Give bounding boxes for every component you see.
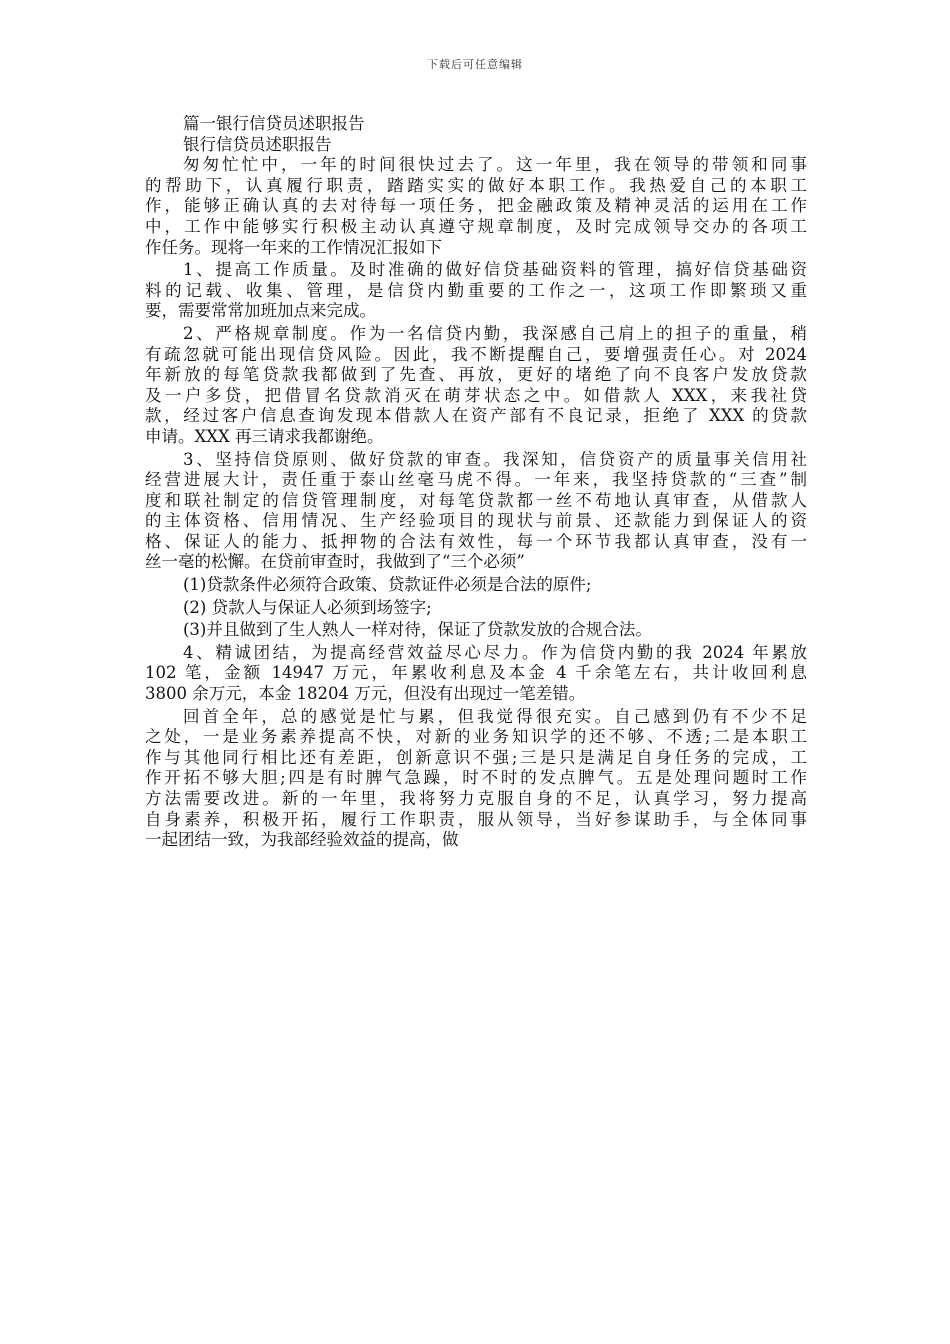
paragraph-line: 丝一毫的松懈。在贷前审查时，我做到了“三个必须” xyxy=(145,552,525,572)
paragraph-line: 的帮助下，认真履行职责，踏踏实实的做好本职工作。我热爱自己的本职工 xyxy=(145,175,807,195)
paragraph-line: 料的记载、收集、管理，是信贷内勤重要的工作之一，这项工作即繁琐又重 xyxy=(145,280,807,300)
paragraph-line: 申请。XXX 再三请求我都谢绝。 xyxy=(145,426,384,446)
paragraph-line: 3800 余万元，本金 18204 万元，但没有出现过一笔差错。 xyxy=(145,684,586,704)
paragraph-line: 作，能够正确认真的去对待每一项任务，把金融政策及精神灵活的运用在工作 xyxy=(145,196,807,216)
paragraph-line: (2) 贷款人与保证人必须到场签字; xyxy=(183,597,432,617)
paragraph-line: (1)贷款条件必须符合政策、贷款证件必须是合法的原件; xyxy=(183,575,592,595)
paragraph xyxy=(145,598,807,619)
paragraph-line: 之处，一是业务素养提高不快，对新的业务知识学的还不够、不透;二是本职工 xyxy=(145,727,807,747)
page-header-note: 下载后可任意编辑 xyxy=(427,58,523,71)
paragraph-line: 回首全年，总的感觉是忙与累，但我觉得很充实。自己感到仍有不少不足 xyxy=(183,706,807,726)
paragraph-line: 有疏忽就可能出现信贷风险。因此，我不断提醒自己，要增强责任心。对 2024 xyxy=(145,344,807,364)
paragraph-line: (3)并且做到了生人熟人一样对待，保证了贷款发放的合规合法。 xyxy=(183,620,652,640)
paragraph-line: 经营进展大计，责任重于泰山丝毫马虎不得。一年来，我坚持贷款的“三查”制 xyxy=(145,470,807,490)
document-subtitle: 银行信贷员述职报告 xyxy=(183,134,332,154)
paragraph-line: 自身素养，积极开拓，履行工作职责，服从领导，当好参谋助手，与全体同事 xyxy=(145,809,807,829)
paragraph-line: 的主体资格、信用情况、生产经验项目的现状与前景、还款能力到保证人的资 xyxy=(145,511,807,531)
paragraph-line: 年新放的每笔贷款我都做到了先查、再放，更好的堵绝了向不良客户发放贷款 xyxy=(145,365,807,385)
paragraph-line: 作开拓不够大胆;四是有时脾气急躁，时不时的发点脾气。五是处理问题时工作 xyxy=(145,768,807,788)
paragraph-line: 作任务。现将一年来的工作情况汇报如下 xyxy=(145,237,442,257)
paragraph-line: 2、严格规章制度。作为一名信贷内勤，我深感自己肩上的担子的重量，稍 xyxy=(183,323,807,343)
paragraph xyxy=(145,450,807,574)
paragraph-line: 一起团结一致，为我部经验效益的提高，做 xyxy=(145,830,459,850)
paragraph xyxy=(145,643,807,705)
paragraph-line: 3、坚持信贷原则、做好贷款的审查。我深知，信贷资产的质量事关信用社 xyxy=(183,449,807,469)
paragraph-line: 中，工作中能够实行积极主动认真遵守规章制度，及时完成领导交办的各项工 xyxy=(145,216,807,236)
paragraph xyxy=(145,707,807,851)
paragraph-line: 格、保证人的能力、抵押物的合法有效性，每一个环节我都认真审查，没有一 xyxy=(145,531,807,551)
document-title: 篇一银行信贷员述职报告 xyxy=(183,114,365,133)
paragraph-list xyxy=(145,155,807,851)
paragraph-line: 方法需要改进。新的一年里，我将努力克服自身的不足，认真学习，努力提高 xyxy=(145,789,807,808)
paragraph xyxy=(145,324,807,448)
paragraph xyxy=(145,620,807,641)
paragraph-line: 款，经过客户信息查询发现本借款人在资产部有不良记录，拒绝了 XXX 的贷款 xyxy=(145,406,807,426)
paragraph-line: 作与其他同行相比还有差距，创新意识不强;三是只是满足自身任务的完成，工 xyxy=(145,747,807,767)
paragraph xyxy=(145,260,807,322)
paragraph-line: 及一户多贷，把借冒名贷款消灭在萌芽状态之中。如借款人 XXX，来我社贷 xyxy=(145,385,807,405)
paragraph-line: 匆匆忙忙中，一年的时间很快过去了。这一年里，我在领导的带领和同事 xyxy=(183,155,807,175)
paragraph xyxy=(145,575,807,596)
document-body xyxy=(145,114,807,853)
paragraph-line: 1、提高工作质量。及时准确的做好信贷基础资料的管理，搞好信贷基础资 xyxy=(183,260,807,280)
paragraph-line: 4、精诚团结，为提高经营效益尽心尽力。作为信贷内勤的我 2024 年累放 xyxy=(183,642,807,662)
paragraph-line: 要，需要常常加班加点来完成。 xyxy=(145,301,376,321)
paragraph-line: 102 笔，金额 14947 万元，年累收利息及本金 4 千余笔左右，共计收回利息 xyxy=(145,663,807,683)
paragraph xyxy=(145,155,807,258)
paragraph-line: 度和联社制定的信贷管理制度，对每笔贷款都一丝不苟地认真审查，从借款人 xyxy=(145,490,807,510)
